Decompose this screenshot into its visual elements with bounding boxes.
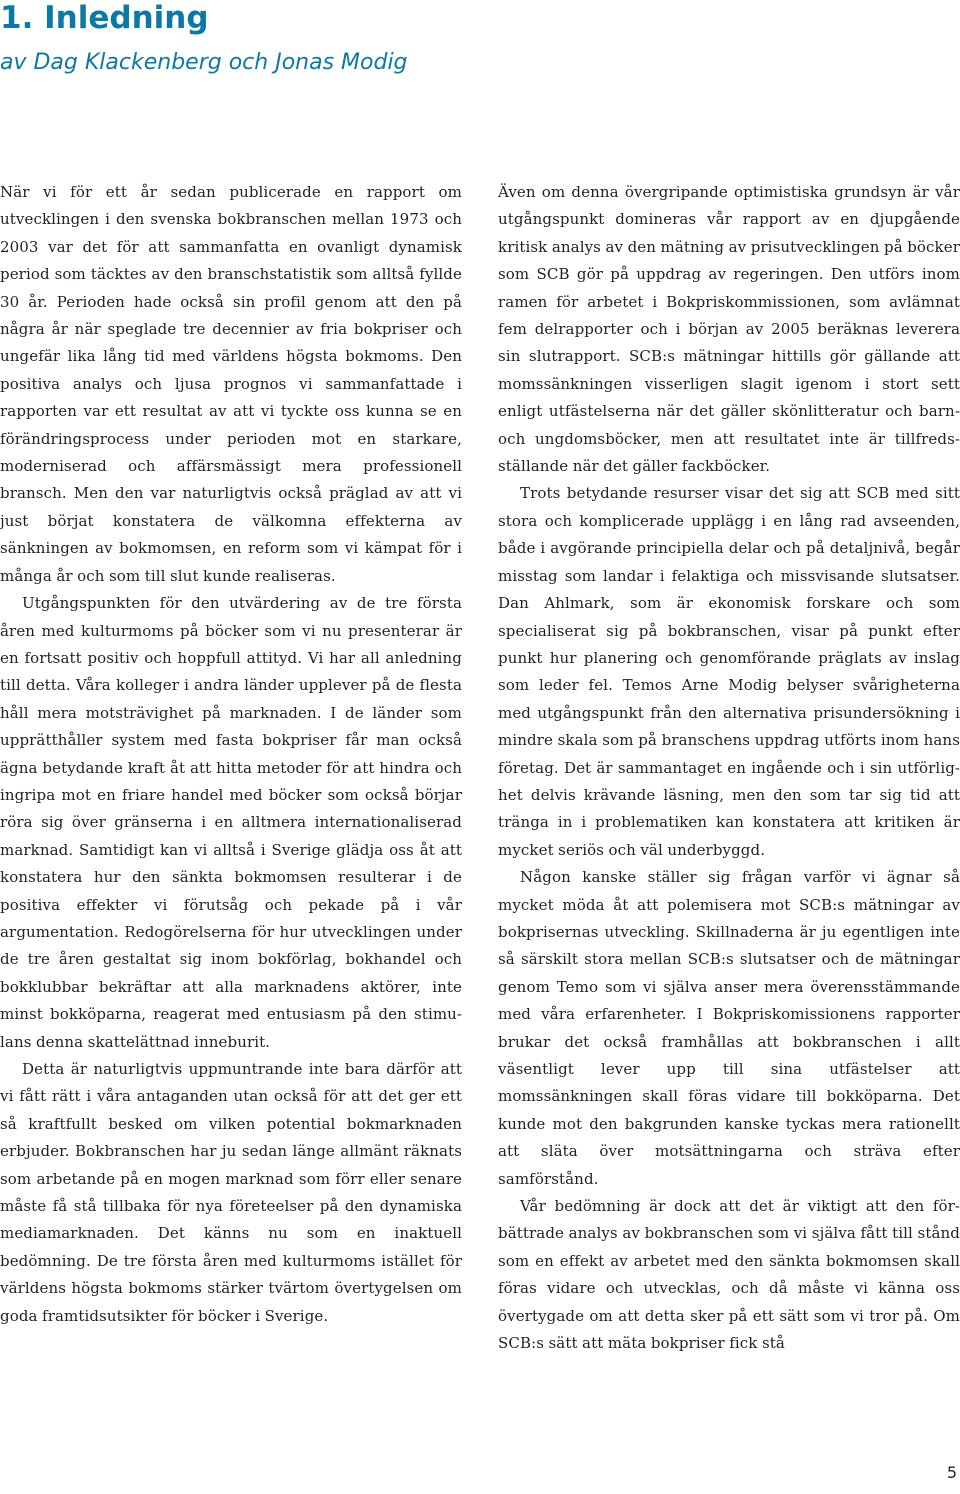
body-paragraph: Detta är naturligtvis uppmuntrande inte bara därför att vi fått rätt i våra antaganden utan också för att det ger ett så kraftfullt besked om vilken potential bokmarknaden erbjuder. Bokbranschen har ju sedan länge allmänt räknats som arbetande på en mogen marknad som förr eller senare måste få stå tillbaka för nya företeelser på den dynamiska mediamarknaden. Det känns nu som en inaktuell bedömning. De tre första åren med kulturmoms istället för världens högsta bokmoms stärker tvärtom övertygelsen om goda framtidsutsikter för böcker i Sverige. xyxy=(0,1060,462,1325)
body-paragraph: Även om denna övergripande optimistiska grundsyn är vår utgångspunkt domineras vår rapport av en djupgående kritisk analys av den mätning av prisutvecklingen på böcker som SCB gör på uppdrag av regeringen. Den utförs inom ramen för arbetet i Bokpriskommissionen, som avlämnat fem delrapporter och i början av 2005 beräknas leverera sin slutrapport. SCB:s mätningar hittills gör gällande att momssänkningen visserligen slagit igenom i stort sett enligt utfästelserna när det gäller skönlitteratur och barn- och ungdomsböcker, men att resultatet inte är tillfredsställande när det gäller fackböcker. xyxy=(498,183,960,476)
body-paragraph: Utgångspunkten för den utvärdering av de tre första åren med kulturmoms på böcker som vi nu presenterar är en fortsatt positiv och hoppfull attityd. Vi har all anledning till detta. Våra kolleger i andra länder upplever på de flesta håll mera motsträvighet på marknaden. I de länder som upprätthåller system med fasta bokpriser får man också ägna betydande kraft åt att hitta metoder för att hindra och ingripa mot en friare handel med böcker som också börjar röra sig över gränserna i en alltmera internationaliserad marknad. Samtidigt kan vi alltså i Sverige glädja oss åt att konstatera hur den sänkta bokmomsen resulterar i de positiva effekter vi förutsåg och pekade på i vår argumentation. Redogörelserna för hur utvecklingen under de tre åren gestaltat sig inom bokförlag, bokhandel och bokklubbar bekräftar att alla marknadens aktörer, inte minst bokköparna, reagerat med entusiasm på den stimulans denna skattelättnad inneburit. xyxy=(0,594,462,1051)
right-text-column xyxy=(498,179,960,1357)
page-number: 5 xyxy=(946,1463,957,1482)
body-paragraph: Någon kanske ställer sig frågan varför vi ägnar så mycket möda åt att polemisera mot SCB:s mätningar av bokprisernas utveckling. Skillnaderna är ju egentligen inte så särskilt stora mellan SCB:s slutsatser och de mätningar genom Temo som vi själva anser mera överensstämmande med våra erfarenheter. I Bokpriskomissionens rapporter brukar det också framhållas att bokbranschen i allt väsentligt lever upp till sina utfästelser att momssänkningen skall föras vidare till bokköparna. Det kunde mot den bakgrunden kanske tyckas mera rationellt att släta över motsättningarna och sträva efter samförstånd. xyxy=(498,868,960,1188)
chapter-title: 1. Inledning xyxy=(0,0,209,36)
body-paragraph: Trots betydande resurser visar det sig att SCB med sitt stora och komplicerade upplägg i en lång rad avseenden, både i avgörande principiella delar och på detaljnivå, begår misstag som landar i felaktiga och missvisande slutsatser. Dan Ahlmark, som är ekonomisk forskare och som specialiserat sig på bokbranschen, visar på punkt efter punkt hur planering och genomförande präglats av inslag som leder fel. Temos Arne Modig belyser svårigheterna med utgångspunkt från den alternativa prisundersökning i mindre skala som på branschens uppdrag utförts inom hans företag. Det är sammantaget en ingående och i sin utförlighet delvis krävande läsning, men den som tar sig tid att tränga in i problematiken kan konstatera att kritiken är mycket seriös och väl underbyggd. xyxy=(498,484,960,859)
chapter-authors: av Dag Klackenberg och Jonas Modig xyxy=(0,50,408,75)
body-paragraph: Vår bedömning är dock att det är viktigt att den förbättrade analys av bokbranschen som vi själva fått till stånd som en effekt av arbetet med den sänkta bokmomsen skall föras vidare och utvecklas, och då måste vi känna oss övertygade om att detta sker på ett sätt som vi tror på. Om SCB:s sätt att mäta bokpriser fick stå xyxy=(498,1197,960,1353)
left-text-column xyxy=(0,179,462,1330)
body-paragraph: När vi för ett år sedan publicerade en rapport om utvecklingen i den svenska bokbranschen mellan 1973 och 2003 var det för att sammanfatta en ovanligt dynamisk period som täcktes av den branschstatistik som alltså fyllde 30 år. Perioden hade också sin profil genom att den på några år när speglade tre decennier av fria bokpriser och ungefär lika lång tid med världens högsta bokmoms. Den positiva analys och ljusa prognos vi sammanfattade i rapporten var ett resultat av att vi tyckte oss kunna se en förändringsprocess under perioden mot en starkare, moderniserad och affärsmässigt mera professionell bransch. Men den var naturligtvis också präglad av att vi just börjat konstatera de välkomna effekterna av sänkningen av bokmomsen, en reform som vi kämpat för i många år och som till slut kunde realiseras. xyxy=(0,183,462,585)
